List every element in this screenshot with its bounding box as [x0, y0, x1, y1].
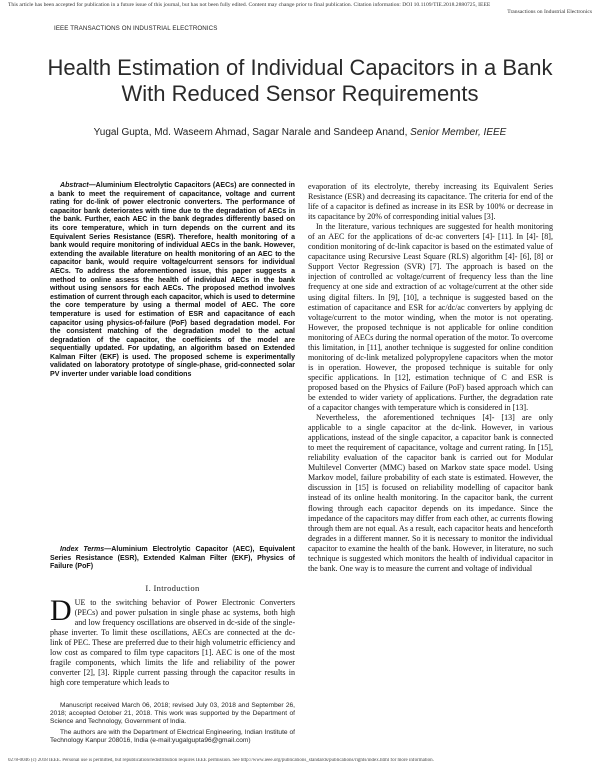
footnote-affiliation: The authors are with the Department of Electrical Engineering, Indian Institute of Technology Kanpur 208016, India (e-mail:yugalgupta96@gmail.com)	[50, 729, 295, 745]
index-terms	[50, 546, 295, 572]
abstract	[50, 182, 295, 380]
prepublication-notice	[8, 2, 592, 15]
notice-journal: Transactions on Industrial Electronics	[507, 9, 592, 15]
paragraph: In the literature, various techniques are suggested for health monitoring of an AEC for the applications of dc-ac converters [4]- [11]. In [4]- [8], condition monitoring of dc-link capacitor is based on the estimated value of capacitance using Recursive Least Square (RLS) algorithm [4]- [6], [8] or Support Vector Regression (SVR) [7]. The approach is based on the injection of controlled ac voltage/current of frequency less than the line frequency at one side and extraction of ac voltage/current at the other side using digital filters. In [9], [10], a technique is suggested based on the estimation of capacitance and ESR for ac/dc/ac converters by applying dc voltage/current to the motor winding, when the motor is not operating. However, the proposed technique is not applicable for online condition monitoring of AECs during the normal operation of the motor. To overcome this limitation, in [11], another technique is suggested for online condition monitoring of dc-link metalized polypropylene capacitors when the motor is in operation. However, the proposed technique is suitable for only specific applications. In [12], estimation technique of C and ESR is proposed based on the Physics of Failure (PoF) based approach which can be extended to wider variety of applications. Further, the degradation rate of a capacitor changes with temperature which is considered in [13].	[308, 222, 553, 413]
author-line	[30, 127, 570, 138]
section-heading: I. Introduction	[145, 583, 200, 593]
paragraph: evaporation of its electrolyte, thereby increasing its Equivalent Series Resistance (ESR) and decreasing its capacitance. The criteria for end of the life of a capacitor is defined as increase in its ESR by 100% or decrease in its capacitance by 20% of corresponding initial values [3].	[308, 182, 553, 222]
paper-title: Health Estimation of Individual Capacitors in a Bank With Reduced Sensor Requirements	[47, 55, 553, 106]
intro-paragraph	[50, 594, 295, 688]
author-grade: Senior Member, IEEE	[410, 127, 507, 138]
copyright-footer: 0278-0046 (c) 2018 IEEE. Personal use is permitted, but republication/redistribution requires IEEE permission. See http://www.ieee.org/publications_standards/publications/rights/index.html for more information.	[8, 758, 434, 763]
author-names: Yugal Gupta, Md. Waseem Ahmad, Sagar Narale and Sandeep Anand,	[93, 127, 408, 138]
footnotes	[50, 702, 295, 748]
abstract-text: —Aluminium Electrolytic Capacitors (AECs) are connected in a bank to meet the requirement of capacitance, voltage and current rating for dc-link of power electronic converters. The performance of capacitor bank deteriorates with time due to the degradation of AECs in the bank. Further, each AEC in the bank degrades differently based on its core temperature, which in turn depends on the current and its Equivalent Series Resistance (ESR). Therefore, health monitoring of a bank would require monitoring of individual AECs in the bank. However, extending the available literature on health monitoring of an AEC to the capacitor bank, would require voltage/current sensors for individual AECs. To address the aforementioned issue, this paper suggests a method to online assess the health of individual AECs in the bank without using sensors for each AECs. The proposed method involves estimation of current through each capacitor, which is used to determine the core temperature by using a thermal model of AEC. The core temperature is used for estimation of ESR and capacitance of each capacitor using physics-of-failure (PoF) based degradation model. For the consistent matching of the degradation model to the actual degradation of the capacitor, the coefficients of the model are sequentially updated. For updating, an algorithm based on Extended Kalman Filter (EKF) is used. The proposed scheme is experimentally validated on laboratory prototype of single-phase, grid-connected solar PV inverter under variable load conditions	[50, 182, 295, 379]
index-terms-text: —Aluminium Electrolytic Capacitor (AEC), Equivalent Series Resistance (ESR), Extended Kalman Filter (EKF), Physics of Failure (PoF)	[50, 546, 295, 571]
drop-cap: D	[50, 594, 72, 627]
intro-text: UE to the switching behavior of Power Electronic Converters (PECs) and power pulsation in single phase ac systems, both high and low frequency oscillations are observed in dc-side of the single-phase inverter. To limit these oscillations, AECs are connected at the dc-link of PEC. These are preferred due to their high volumetric efficiency and low cost as compared to film type capacitors [1]. AEC is one of the most fragile components, which limits the life and reliability of the power converter [2], [3]. Ripple current passing through the capacitor results in high core temperature which leads to	[50, 598, 295, 688]
notice-text: This article has been accepted for publication in a future issue of this journal, but has not been fully edited. Content may change prior to final publication. Citation information: DOI 10.1109/TIE.2018.2880725, IEEE	[8, 2, 491, 8]
index-terms-label: Index Terms	[60, 546, 105, 553]
running-header: IEEE TRANSACTIONS ON INDUSTRIAL ELECTRONICS	[54, 25, 218, 32]
footnote-received: Manuscript received March 06, 2018; revised July 03, 2018 and September 26, 2018; accepted October 21, 2018. This work was supported by the Department of Science and Technology, Government of India.	[50, 702, 295, 726]
abstract-label: Abstract	[60, 182, 89, 189]
right-column-text	[308, 182, 553, 574]
paragraph: Nevertheless, the aforementioned techniques [4]- [13] are only applicable to a single capacitor at the dc-link. However, in various applications, instead of the single capacitor, a capacitor bank is connected to meet the requirement of capacitance, voltage and current rating. In [15], reliability evaluation of the capacitor bank is carried out for Modular Multilevel Converter (MMC) based on Markov state space model. Using Markov model, failure probability of each state is estimated. However, the discussion in [15] is focused on reliability modelling of capacitor bank instead of its online health monitoring. In the capacitor bank, the current flowing through each capacitor depends on its impedance. Since the impedance of the capacitors may differ from each other, ac currents flowing through them are not equal. As a result, each capacitor heats and henceforth degrades in a different manner. So it is necessary to monitor the individual capacitor to examine the health of the bank. However, in literature, no such technique is suggested which monitors the health of individual capacitor in the bank. One way is to measure the current and voltage of individual	[308, 413, 553, 573]
